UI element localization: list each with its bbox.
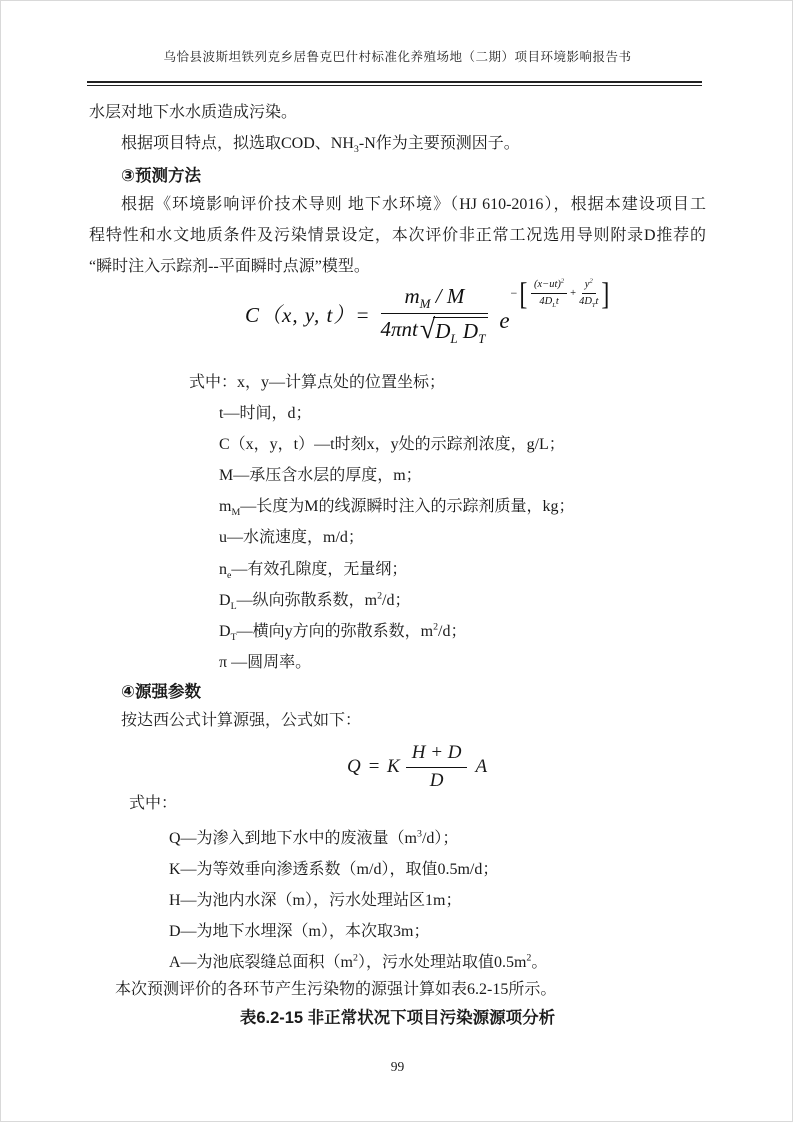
formula-c-main-fraction (380, 284, 489, 347)
formula-c-denominator-prefix: 4πnt (380, 317, 418, 341)
square-root (419, 314, 488, 347)
paragraph-continuation: 水层对地下水水质造成污染。 (89, 104, 298, 121)
formula-c-numerator: $m_M$ / M (381, 284, 489, 314)
where-item: H—为池内水深（m），污水处理站区1m； (169, 892, 462, 910)
where-list-2 (89, 823, 547, 978)
where-item: A—为池底裂缝总面积$(m^2)$，污水处理站取值$0.5m^2$。 (169, 953, 548, 972)
page-number: 99 (390, 1059, 405, 1074)
where-list-1 (89, 367, 575, 678)
where-item: x，y—计算点处的位置坐标； (237, 374, 446, 391)
where-item: M—承压含水层的厚度，m； (219, 467, 422, 485)
exponent-bracket-close: ] (601, 274, 610, 311)
where-item: Q—为渗入到地下水中的废液量$(m^3/d)$； (169, 828, 459, 847)
page-header-title: 乌恰县波斯坦铁列克乡居鲁克巴什村标准化养殖场地（二期）项目环境影响报告书 (163, 50, 632, 64)
formula-c-lhs: C（x, y, t）= (245, 303, 371, 327)
formula-q-numerator: H + D (406, 742, 468, 768)
exponent-fraction-2-den: $4D_Tt$ (579, 295, 599, 309)
formula-q-rhs: A (475, 756, 488, 777)
formula-q-denominator: D (429, 770, 444, 791)
where-item: $D_T—$横向y方向的弥散系数，$m^2/d$； (219, 621, 467, 643)
exponent-fraction-1 (531, 278, 567, 308)
where-item: C（x，y，t）—t时刻x，y处的示踪剂浓度，g/L； (219, 436, 565, 454)
heading-prediction-method: ③预测方法 (121, 167, 201, 185)
exponent-fraction-1-den: $4D_Lt$ (539, 295, 559, 309)
radical-sign-icon: √ (419, 314, 436, 345)
header-double-rule (87, 81, 702, 86)
where-item: K—为等效垂向渗透系数（m/d），取值0.5m/d； (169, 861, 499, 879)
formula-c-radicand: $D_L$ $D_T$ (433, 317, 488, 344)
paragraph-method (89, 192, 706, 285)
heading-source-parameters: ④源强参数 (121, 683, 201, 701)
formula-plane-instant-point-source (245, 274, 611, 347)
exponent-minus: − (510, 285, 518, 300)
table-caption: 表6.2-15 非正常状况下项目污染源源项分析 (239, 1009, 556, 1027)
paragraph-prediction-factors: 根据项目特点，拟选取COD、$NH_3-N$作为主要预测因子。 (121, 135, 520, 156)
formula-c-denominator (380, 314, 489, 347)
formula-q-lhs: Q = K (347, 756, 401, 777)
formula-c-exp-base: e (499, 308, 510, 333)
paragraph-darcy: 按达西公式计算源强，公式如下： (121, 712, 362, 729)
where-label: 式中： (189, 374, 238, 391)
paragraph-method-line-3: “瞬时注入示踪剂--平面瞬时点源”模型。 (89, 258, 370, 275)
where-item: D—为地下水埋深（m），本次取3m； (169, 923, 430, 941)
where-item: π —圆周率。 (219, 653, 312, 671)
where-item: u—水流速度，m/d； (219, 529, 364, 547)
formula-q-fraction (406, 742, 468, 792)
paragraph-method-line-1: 根据《环境影响评价技术导则 地下水环境》（HJ 610-2016），根据本建设项目工 (121, 196, 706, 213)
where-item: $m_M—$长度为M的线源瞬时注入的示踪剂质量，kg； (219, 498, 575, 519)
where-item: $D_L—$纵向弥散系数，$m^2/d$； (219, 590, 411, 612)
where-label-2: 式中： (129, 795, 178, 812)
exponent-plus: + (570, 287, 577, 299)
where-item: t—时间，d； (219, 405, 312, 423)
formula-darcy (347, 742, 487, 792)
exponent-fraction-2 (579, 278, 598, 308)
exponent-bracket-open: [ (519, 274, 528, 311)
exponent-fraction-1-num: $(x-ut)^2$ (531, 278, 567, 294)
formula-c-exponent (510, 274, 612, 311)
paragraph-method-line-2: 程特性和水文地质条件及污染情景设定，本次评价非正常工况选用导则附录D推荐的 (89, 227, 706, 244)
exponent-fraction-2-num: $y^2$ (582, 278, 596, 294)
where-item: $n_e—$有效孔隙度，无量纲； (219, 560, 408, 581)
paragraph-table-reference: 本次预测评价的各环节产生污染物的源强计算如表6.2-15所示。 (115, 981, 557, 998)
where-list-1-first-line (89, 367, 575, 398)
